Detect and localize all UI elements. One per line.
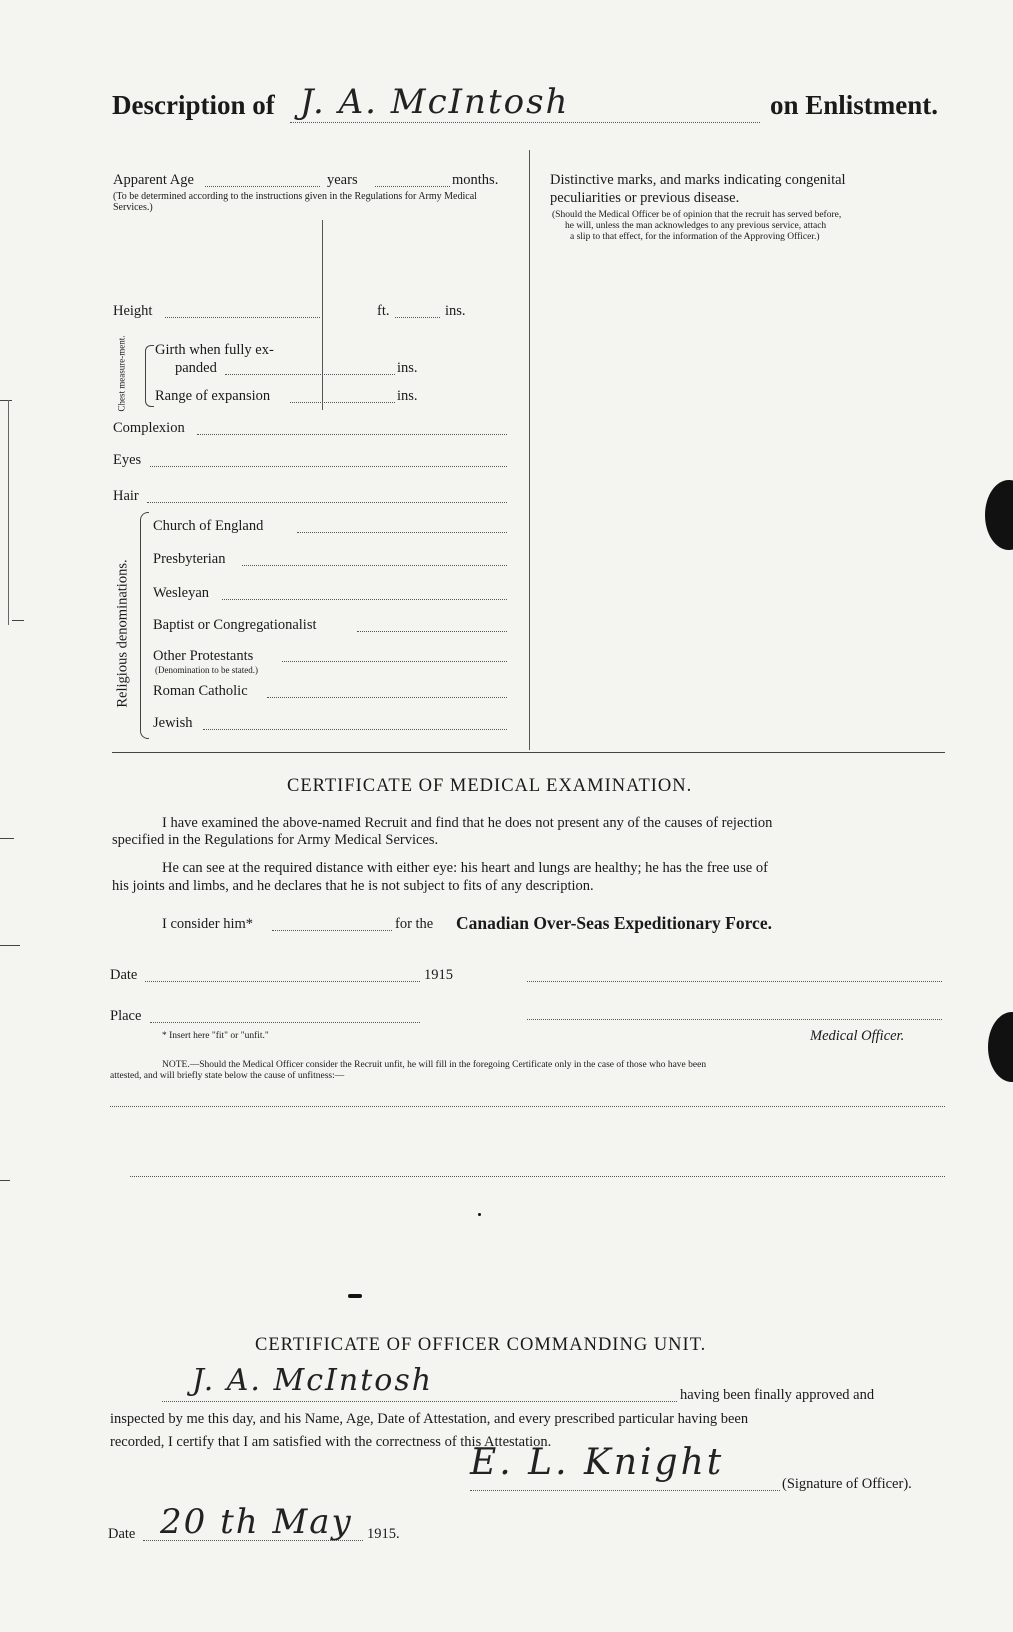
distinctive-marks-note-3: a slip to that effect, for the information of the Approving Officer.) <box>570 232 820 242</box>
unfit-line-1 <box>110 1106 945 1107</box>
baptist-label: Baptist or Congregationalist <box>153 617 317 633</box>
commanding-line1-suffix: having been finally approved and <box>680 1387 875 1403</box>
girth-ins-label: ins. <box>397 360 418 376</box>
medical-para2-line1: He can see at the required distance with either eye: his heart and lungs are healthy; he has the free use of <box>162 860 768 876</box>
age-note-text: (To be determined according to the instructions given in the Regulations for Army Medical Services.) <box>113 191 477 213</box>
commanding-heading: CERTIFICATE OF OFFICER COMMANDING UNIT. <box>255 1335 707 1355</box>
baptist-dots <box>357 631 507 632</box>
edge-tick-4 <box>0 945 20 946</box>
consider-suffix: for the <box>395 916 434 932</box>
edge-tick-2 <box>12 620 24 621</box>
section-rule <box>112 752 945 753</box>
church-of-england-label: Church of England <box>153 518 264 534</box>
other-protestants-dots <box>282 661 507 662</box>
consider-dots <box>272 930 392 931</box>
range-dots <box>290 402 395 403</box>
ft-dots <box>395 317 440 318</box>
height-dots <box>165 317 320 318</box>
commanding-line2: inspected by me this day, and his Name, Age, Date of Attestation, and every prescribed particular having been <box>110 1411 749 1427</box>
punch-hole-top <box>985 480 1013 550</box>
height-ins-label: ins. <box>445 303 466 319</box>
commanding-date-year: 1915. <box>367 1526 400 1542</box>
commanding-date-handwritten: 20 th May <box>160 1502 353 1542</box>
medical-date-dots <box>145 981 420 982</box>
edge-tick-1 <box>0 400 12 401</box>
unfit-line-2 <box>130 1176 945 1177</box>
medical-place-label: Place <box>110 1008 142 1024</box>
girth-dots <box>225 374 395 375</box>
medical-officer-label: Medical Officer. <box>810 1028 905 1044</box>
signature-label: (Signature of Officer). <box>782 1476 912 1492</box>
wesleyan-dots <box>222 599 507 600</box>
signature-dots <box>470 1490 780 1491</box>
complexion-dots <box>197 434 507 435</box>
column-divider <box>529 150 530 750</box>
distinctive-marks-heading-2: peculiarities or previous disease. <box>550 190 740 206</box>
measure-divider <box>322 220 323 410</box>
range-ins-label: ins. <box>397 388 418 404</box>
medical-para1-line2: specified in the Regulations for Army Medical Services. <box>112 832 439 848</box>
medical-officer-dots-1 <box>527 981 942 982</box>
consider-prefix: I consider him* <box>162 916 254 932</box>
title-name-handwritten: J. A. McIntosh <box>300 82 570 122</box>
medical-date-year: 1915 <box>424 967 453 983</box>
edge-tick-3 <box>0 838 14 839</box>
hair-label: Hair <box>113 488 139 504</box>
wesleyan-label: Wesleyan <box>153 585 210 601</box>
church-of-england-dots <box>297 532 507 533</box>
medical-para1-line1: I have examined the above-named Recruit and find that he does not present any of the causes of rejection <box>162 815 773 831</box>
medical-heading: CERTIFICATE OF MEDICAL EXAMINATION. <box>287 776 693 796</box>
title-underline <box>290 122 760 123</box>
commanding-name-handwritten: J. A. McIntosh <box>192 1363 434 1398</box>
distinctive-marks-note-2: he will, unless the man acknowledges to any previous service, attach <box>565 221 827 231</box>
chest-brace <box>145 345 154 407</box>
months-label: months. <box>452 172 499 188</box>
height-label: Height <box>113 303 153 319</box>
hair-dots <box>147 502 507 503</box>
other-protestants-label: Other Protestants <box>153 648 254 664</box>
title-prefix: Description of <box>112 90 275 120</box>
apparent-age-label: Apparent Age <box>113 172 194 188</box>
commanding-line3: recorded, I certify that I am satisfied with the correctness of this Attestation. <box>110 1434 552 1450</box>
roman-catholic-dots <box>267 697 507 698</box>
jewish-label: Jewish <box>153 715 193 731</box>
title-suffix: on Enlistment. <box>770 90 939 120</box>
jewish-dots <box>203 729 507 730</box>
age-dots-2 <box>375 186 450 187</box>
punch-hole-bottom <box>988 1012 1013 1082</box>
edge-tick-5 <box>0 1180 10 1181</box>
medical-officer-dots-2 <box>527 1019 942 1020</box>
medical-date-label: Date <box>110 967 138 983</box>
range-label: Range of expansion <box>155 388 271 404</box>
commanding-date-dots <box>143 1540 363 1541</box>
religious-brace <box>140 512 149 739</box>
commanding-date-label: Date <box>108 1526 136 1542</box>
edge-line-left <box>8 400 9 625</box>
eyes-label: Eyes <box>113 452 142 468</box>
medical-place-dots <box>150 1022 420 1023</box>
age-dots-1 <box>205 186 320 187</box>
distinctive-marks-note-1: (Should the Medical Officer be of opinion that the recruit has served before, <box>552 210 842 220</box>
ink-mark-dash <box>348 1294 362 1298</box>
distinctive-marks-heading-1: Distinctive marks, and marks indicating congenital <box>550 172 846 188</box>
presbyterian-dots <box>242 565 507 566</box>
ft-label: ft. <box>377 303 390 319</box>
girth-label-line1: Girth when fully ex- <box>155 342 274 358</box>
other-protestants-note: (Denomination to be stated.) <box>155 665 258 675</box>
force-name: Canadian Over-Seas Expeditionary Force. <box>456 913 772 933</box>
years-label: years <box>327 172 358 188</box>
chest-measurement-label: Chest measure-ment. <box>116 335 127 412</box>
presbyterian-label: Presbyterian <box>153 551 226 567</box>
unfit-note-line1: NOTE.—Should the Medical Officer consider the Recruit unfit, he will fill in the foregoing Certificate only in the case of those who have been <box>162 1060 707 1070</box>
roman-catholic-label: Roman Catholic <box>153 683 248 699</box>
eyes-dots <box>150 466 507 467</box>
girth-label-line2: panded <box>175 360 217 376</box>
complexion-label: Complexion <box>113 420 185 436</box>
religious-denominations-label: Religious denominations. <box>114 559 131 708</box>
officer-signature-handwritten: E. L. Knight <box>470 1442 725 1483</box>
ink-mark-dot <box>478 1213 481 1216</box>
unfit-note-line2: attested, and will briefly state below the cause of unfitness:— <box>110 1071 345 1081</box>
age-note <box>113 191 513 213</box>
insert-note: * Insert here "fit" or "unfit." <box>162 1031 269 1041</box>
commanding-name-dots <box>162 1401 677 1402</box>
medical-para2-line2: his joints and limbs, and he declares that he is not subject to fits of any description. <box>112 878 594 894</box>
